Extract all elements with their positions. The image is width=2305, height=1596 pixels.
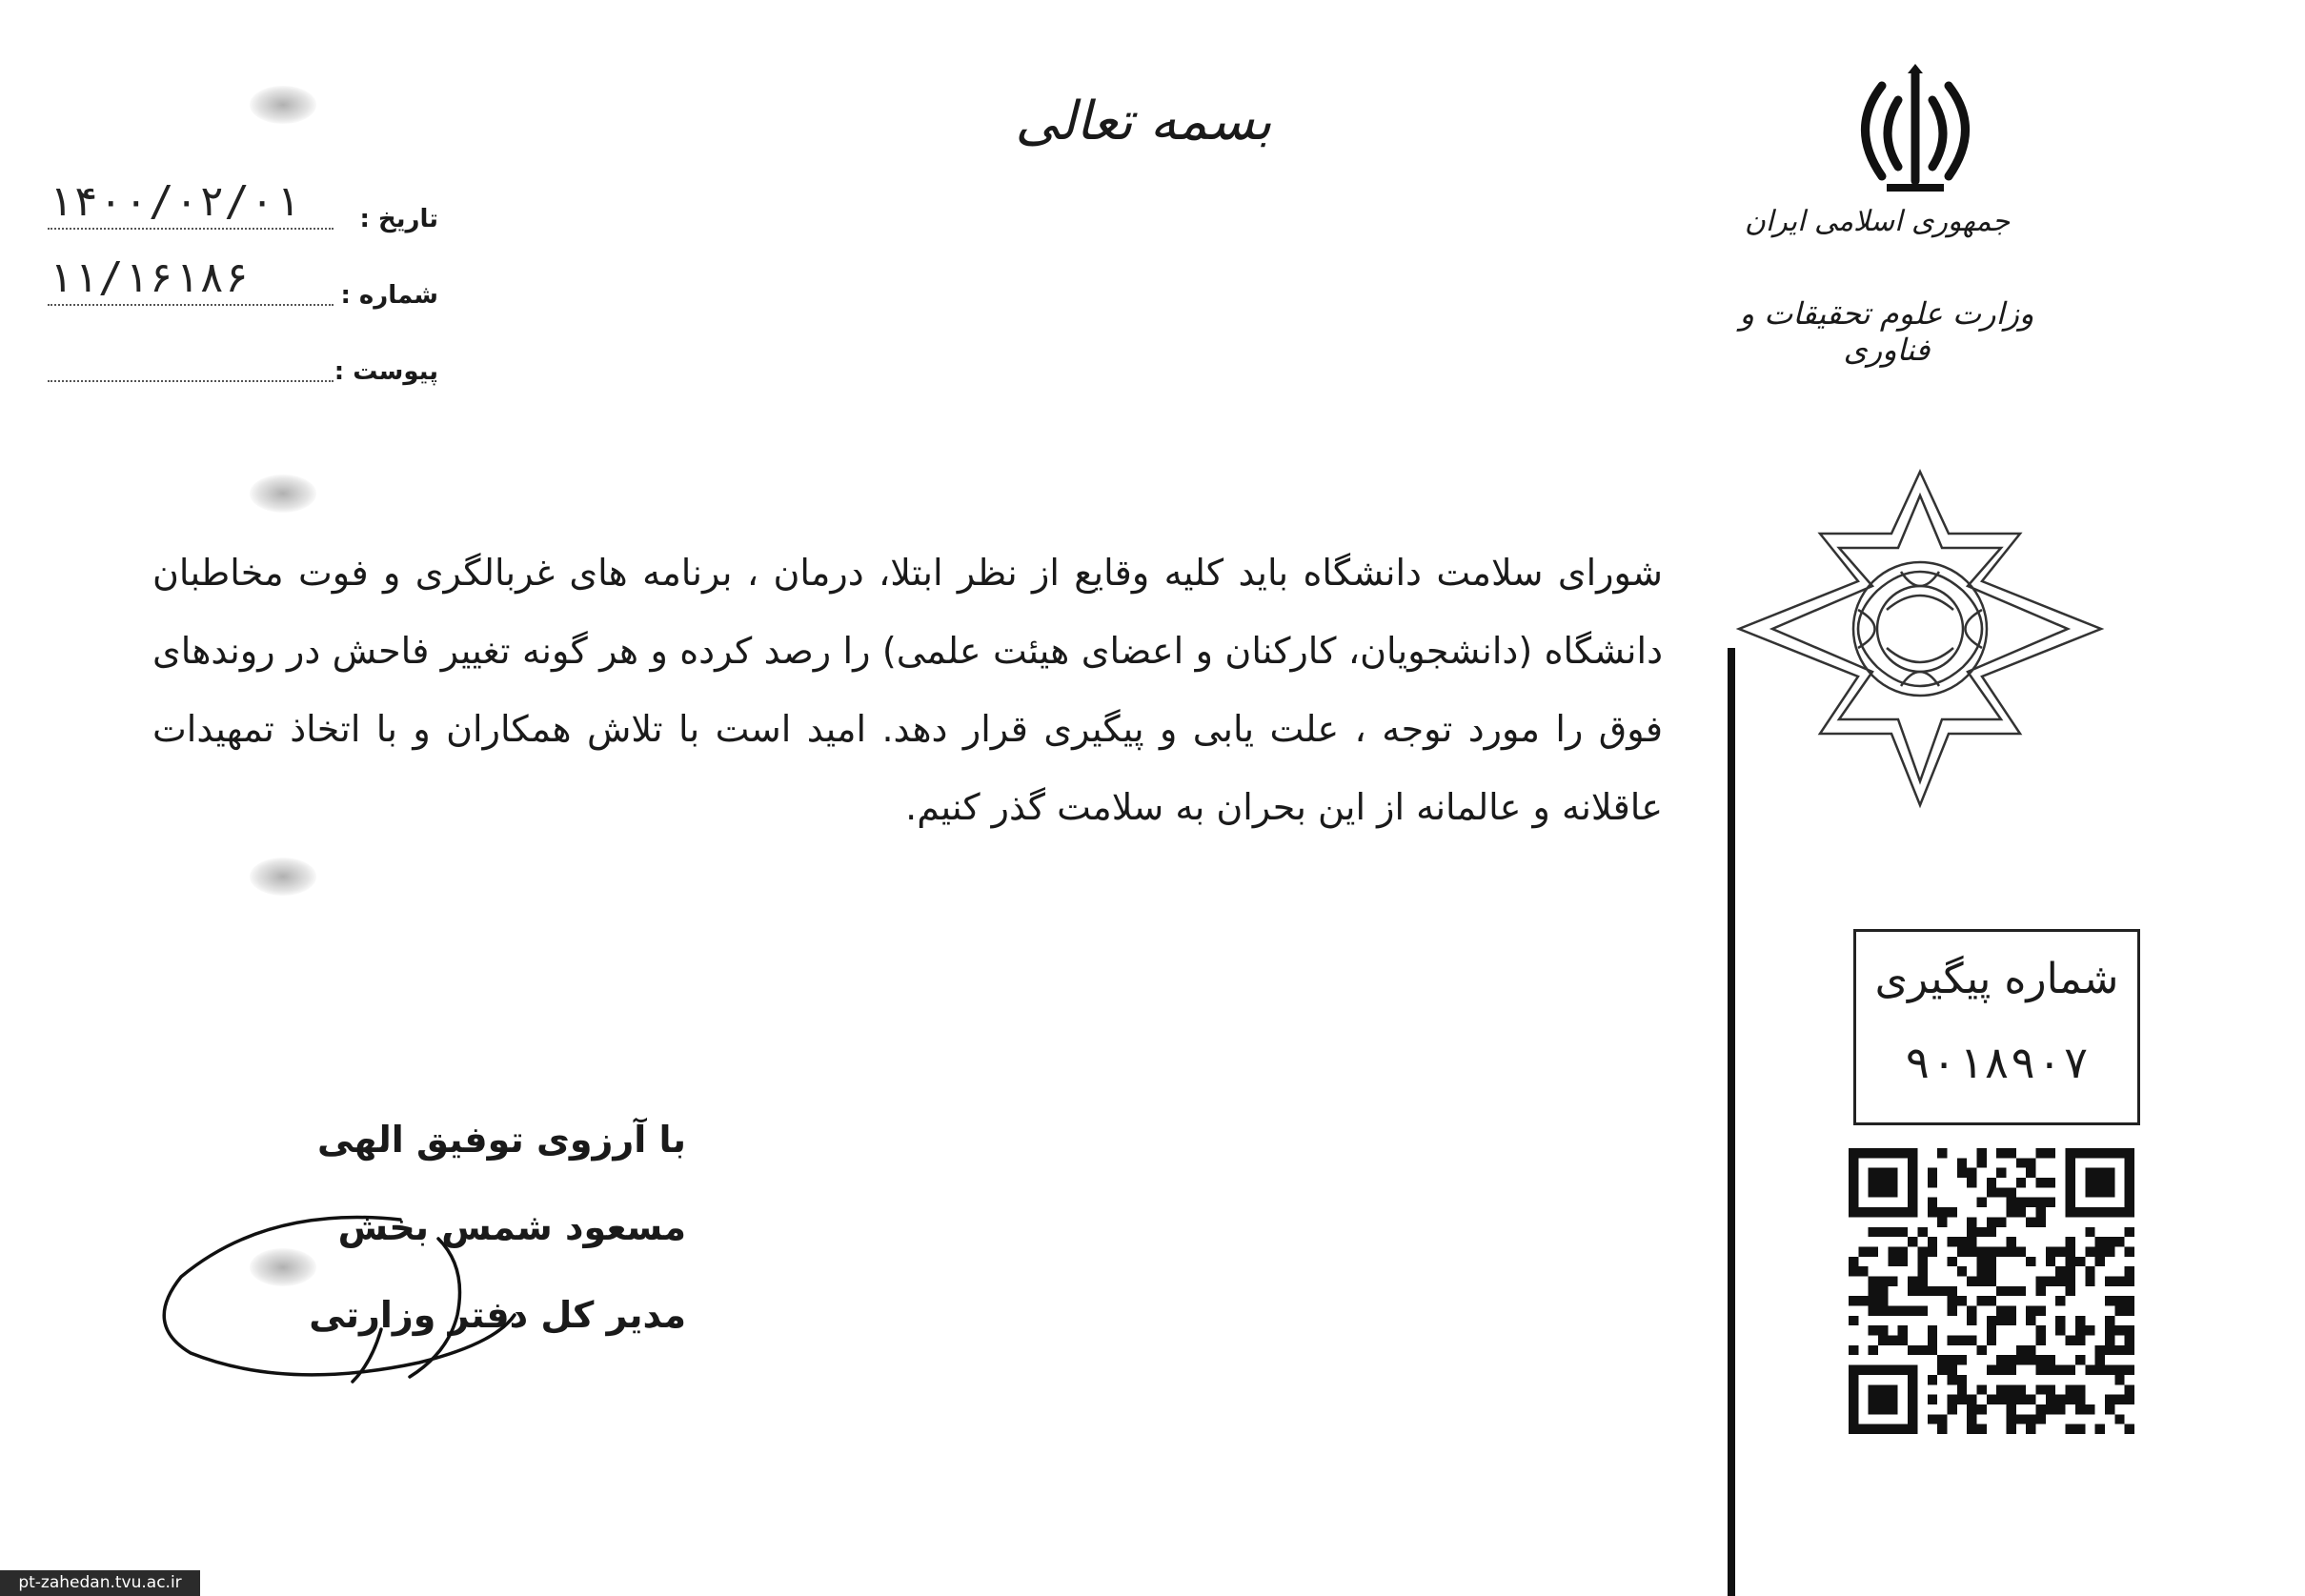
ministry-name: وزارت علوم تحقیقات و فناوری [1739,295,2034,368]
islamic-ornament-icon [1734,467,2106,810]
number-field [38,253,438,319]
tracking-label: شماره پیگیری [1874,955,2119,1003]
country-name: جمهوری اسلامی ایران [1744,205,2011,238]
date-dots [48,228,334,230]
vertical-rule [1728,648,1735,1596]
date-field [38,176,438,243]
body-paragraph: شورای سلامت دانشگاه باید کلیه وقایع از نظر ابتلا، درمان ، برنامه های غربالگری و فوت مخاطبان دانشگاه (دانشجویان، کارکنان و اعضای هیئت علمی) را رصد کرده و هر گونه تغییر فاحش در روندهای فوق را مورد توجه ، علت یابی و پیگیری قرار دهد. امید است با تلاش همکاران و با اتخاذ تمهیدات عاقلانه و عالمانه از این بحران به سلامت گذر کنیم. [152,552,1663,828]
iran-emblem-icon [1839,62,1992,205]
attachment-field [38,329,438,395]
attachment-dots [48,380,334,382]
invocation-heading: بسمه تعالی [1015,91,1272,152]
signature-scribble [152,1210,648,1391]
attachment-label: پیوست : [334,357,438,386]
qr-code-icon [1849,1148,2134,1434]
stamp-smudge [250,86,316,124]
stamp-smudge [250,475,316,513]
tracking-number: ۹۰۱۸۹۰۷ [1904,1037,2090,1088]
closing-wish: با آرزوی توفیق الهی [316,1119,686,1161]
number-label: شماره : [340,281,438,310]
signatory-title: مدیر کل دفتر وزارتی [309,1294,686,1336]
number-dots [48,304,334,306]
number-value: ۱۱/۱۶۱۸۶ [48,253,250,302]
source-badge: pt-zahedan.tvu.ac.ir [0,1570,200,1596]
signatory-name: مسعود شمس بخش [337,1206,686,1248]
date-value: ۱۴۰۰/۰۲/۰۱ [48,177,300,226]
tracking-box [1853,929,2140,1125]
stamp-smudge [250,858,316,896]
date-label: تاریخ : [359,205,438,233]
